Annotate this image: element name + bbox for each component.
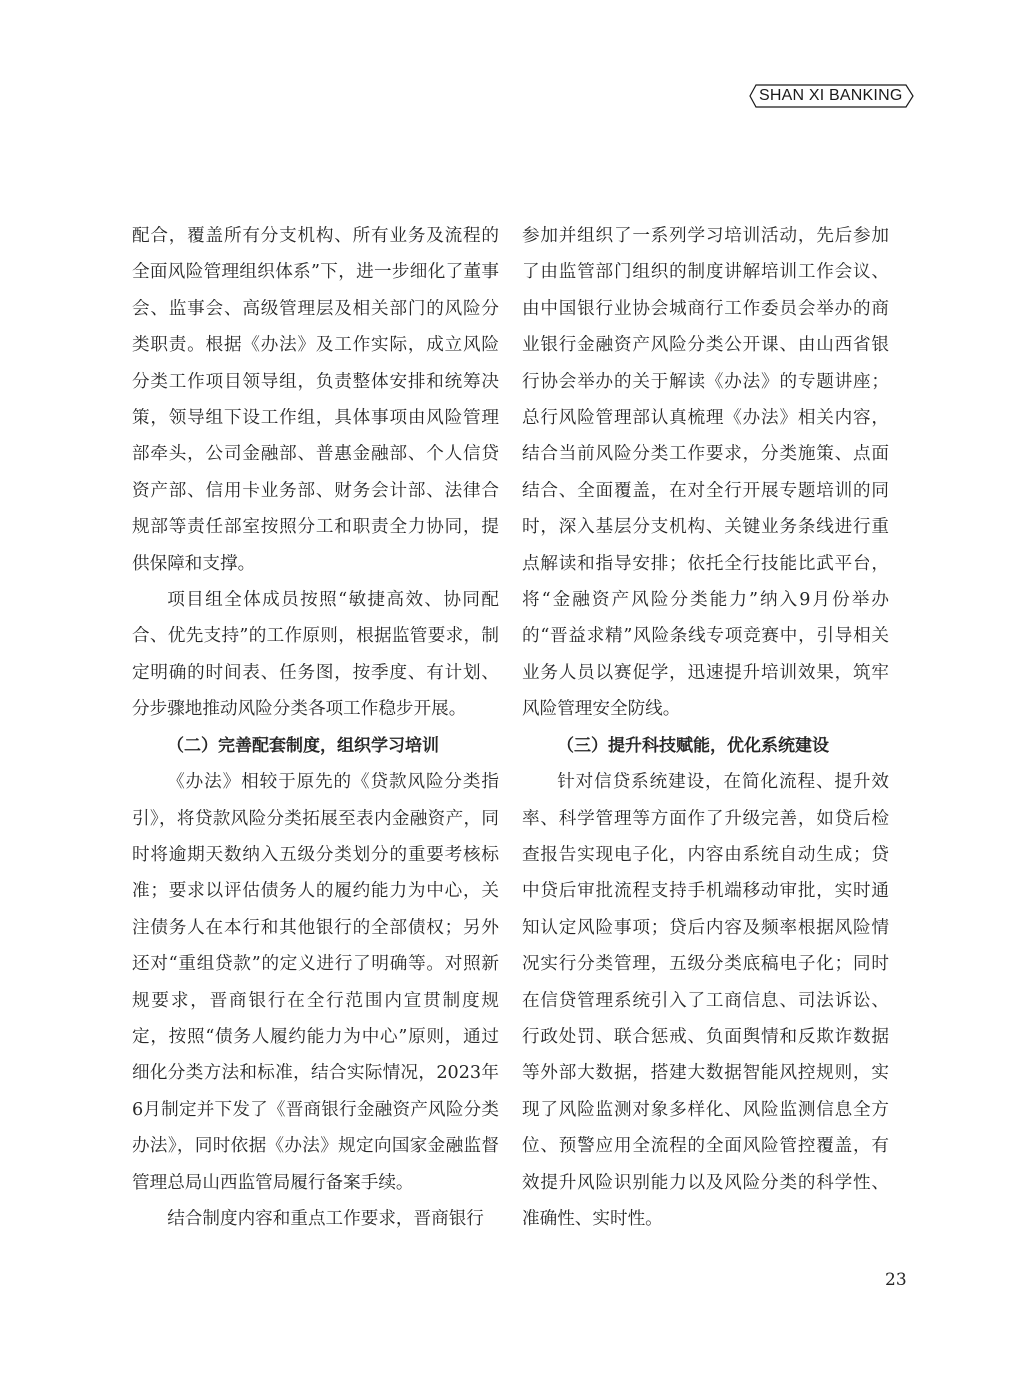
header-tag-label: SHAN XI BANKING	[759, 87, 903, 104]
left-paragraph-4: 结合制度内容和重点工作要求，晋商银行	[167, 1208, 484, 1229]
right-paragraph-2: 针对信贷系统建设，在简化流程、提升效率、科学管理等方面作了升级完善，如贷后检查报告实现电子化，内容由系统自动生成；贷中贷后审批流程支持手机端移动审批，实时通知认定风险事项；贷后内容及频率根据风险情况实行分类管理，五级分类底稿电子化；同时在信贷管理系统引入了工商信息、司法诉讼、行政处罚、联合惩戒、负面舆情和反欺诈数据等外部大数据，搭建大数据智能风控规则，实现了风险监测对象多样化、风险监测信息全方位、预警应用全流程的全面风险管控覆盖，有效提升风险识别能力以及风险分类的科学性、准确性、实时性。	[522, 772, 889, 1229]
right-paragraph-1: 参加并组织了一系列学习培训活动，先后参加了由监管部门组织的制度讲解培训工作会议、由中国银行业协会城商行工作委员会举办的商业银行金融资产风险分类公开课、由山西省银行协会举办的关于解读《办法》的专题讲座；总行风险管理部认真梳理《办法》相关内容，结合当前风险分类工作要求，分类施策、点面结合、全面覆盖，在对全行开展专题培训的同时，深入基层分支机构、关键业务条线进行重点解读和指导安排；依托全行技能比武平台，将“金融资产风险分类能力”纳入9月份举办的“晋益求精”风险条线专项竞赛中，引导相关业务人员以赛促学，迅速提升培训效果，筑牢风险管理安全防线。	[522, 226, 889, 720]
running-header-tag	[749, 84, 915, 108]
left-paragraph-1: 配合，覆盖所有分支机构、所有业务及流程的全面风险管理组织体系”下，进一步细化了董事会、监事会、高级管理层及相关部门的风险分类职责。根据《办法》及工作实际，成立风险分类工作项目领导组，负责整体安排和统筹决策，领导组下设工作组，具体事项由风险管理部牵头，公司金融部、普惠金融部、个人信贷资产部、信用卡业务部、财务会计部、法律合规部等责任部室按照分工和职责全力协同，提供保障和支撑。	[132, 226, 499, 574]
left-paragraph-2: 项目组全体成员按照“敏捷高效、协同配合、优先支持”的工作原则，根据监管要求，制定明确的时间表、任务图，按季度、有计划、分步骤地推动风险分类各项工作稳步开展。	[132, 590, 499, 720]
page-number: 23	[885, 1270, 907, 1290]
right-column	[522, 218, 889, 1237]
left-column	[132, 218, 499, 1237]
left-paragraph-3: 《办法》相较于原先的《贷款风险分类指引》，将贷款风险分类拓展至表内金融资产，同时将逾期天数纳入五级分类划分的重要考核标准；要求以评估债务人的履约能力为中心，关注债务人在本行和其他银行的全部债权；另外还对“重组贷款”的定义进行了明确等。对照新规要求，晋商银行在全行范围内宣贯制度规定，按照“债务人履约能力为中心”原则，通过细化分类方法和标准，结合实际情况，2023年6月制定并下发了《晋商银行金融资产风险分类办法》，同时依据《办法》规定向国家金融监督管理总局山西监管局履行备案手续。	[132, 772, 499, 1193]
section-heading-2: （二）完善配套制度，组织学习培训	[167, 735, 439, 756]
section-heading-3: （三）提升科技赋能，优化系统建设	[557, 735, 829, 756]
